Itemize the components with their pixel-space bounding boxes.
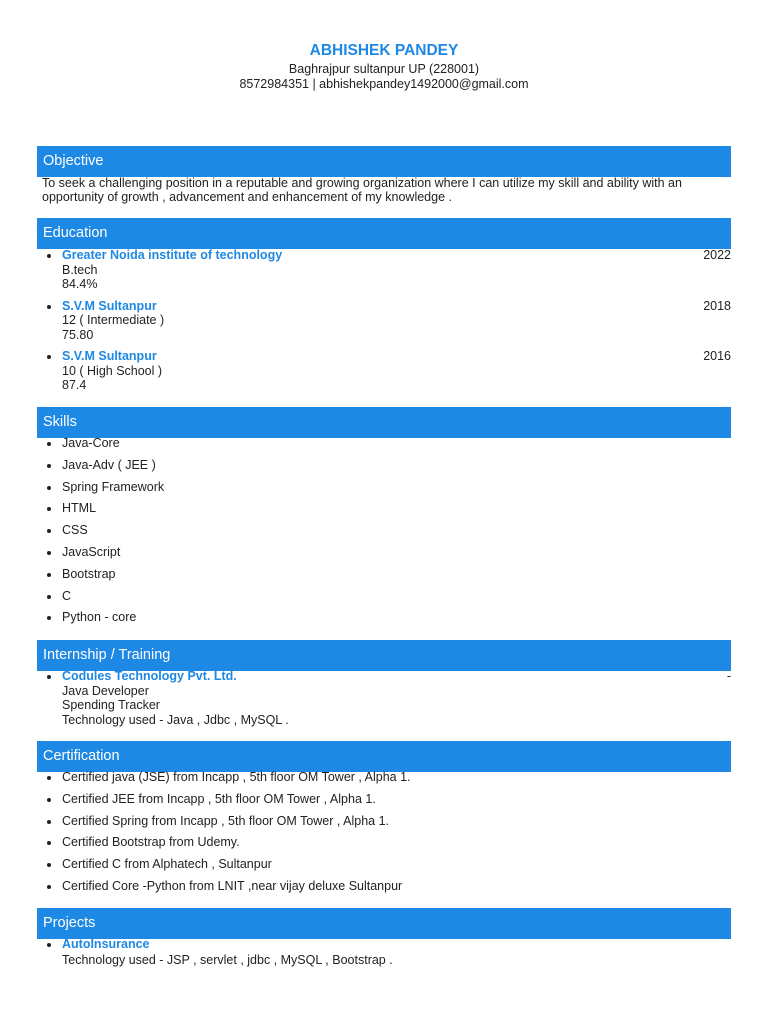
internship-duration: - — [726, 669, 731, 683]
education-list — [37, 248, 731, 400]
skill-item: Python - core — [37, 610, 731, 632]
education-year: 2022 — [703, 248, 731, 262]
certification-item: Certified JEE from Incapp , 5th floor OM Tower , Alpha 1. — [37, 792, 731, 814]
section-header-internship: Internship / Training — [37, 640, 731, 671]
skill-item: HTML — [37, 501, 731, 523]
company-name: Codules Technology Pvt. Ltd. — [62, 669, 237, 683]
internship-role: Java Developer — [62, 683, 149, 698]
internship-project: Spending Tracker — [62, 698, 160, 712]
score: 87.4 — [62, 378, 87, 392]
section-header-skills: Skills — [37, 407, 731, 438]
resume-header — [0, 40, 768, 92]
internship-tech: Technology used - Java , Jdbc , MySQL . — [62, 712, 289, 727]
score: 84.4% — [62, 277, 98, 291]
project-item — [37, 937, 731, 969]
projects-list — [37, 937, 731, 969]
section-header-education: Education — [37, 218, 731, 249]
degree: 12 ( Intermediate ) — [62, 313, 165, 327]
degree: B.tech — [62, 262, 98, 277]
skill-item: Java-Core — [37, 436, 731, 458]
project-tech: Technology used - JSP , servlet , jdbc , MySQL , Bootstrap . — [62, 952, 393, 967]
skill-item: CSS — [37, 523, 731, 545]
skill-item: Bootstrap — [37, 567, 731, 589]
certification-list — [37, 770, 731, 901]
education-year: 2018 — [703, 298, 731, 313]
certification-item: Certified Core -Python from LNIT ,near vijay deluxe Sultanpur — [37, 879, 731, 901]
skills-list — [37, 436, 731, 632]
institution-name: S.V.M Sultanpur — [62, 349, 157, 363]
internship-item — [37, 669, 731, 727]
institution-name: Greater Noida institute of technology — [62, 248, 283, 262]
skill-item: Spring Framework — [37, 480, 731, 502]
education-item — [37, 349, 731, 393]
address: Baghrajpur sultanpur UP (228001) — [288, 62, 480, 76]
skill-item: JavaScript — [37, 545, 731, 567]
section-header-objective: Objective — [37, 146, 731, 177]
skill-item: C — [37, 589, 731, 611]
section-header-projects: Projects — [37, 908, 731, 939]
certification-item: Certified Spring from Incapp , 5th floor OM Tower , Alpha 1. — [37, 814, 731, 836]
certification-item: Certified C from Alphatech , Sultanpur — [37, 857, 731, 879]
certification-item: Certified java (JSE) from Incapp , 5th floor OM Tower , Alpha 1. — [37, 770, 731, 792]
phone-email: 8572984351 | abhishekpandey1492000@gmail.com — [239, 77, 529, 91]
candidate-name: ABHISHEK PANDEY — [309, 42, 459, 59]
section-header-certification: Certification — [37, 741, 731, 772]
degree: 10 ( High School ) — [62, 363, 163, 378]
project-name: AutoInsurance — [62, 937, 150, 951]
internship-block — [37, 669, 731, 727]
objective-text: To seek a challenging position in a reputable and growing organization where I can utilize my skill and ability with an opportunity of growth , advancement and enhancement of my knowledge . — [42, 176, 682, 204]
score: 75.80 — [62, 327, 94, 342]
certification-item: Certified Bootstrap from Udemy. — [37, 835, 731, 857]
education-year: 2016 — [703, 349, 731, 363]
education-item — [37, 299, 731, 343]
skill-item: Java-Adv ( JEE ) — [37, 458, 731, 480]
education-item — [37, 248, 731, 292]
institution-name: S.V.M Sultanpur — [62, 298, 157, 313]
